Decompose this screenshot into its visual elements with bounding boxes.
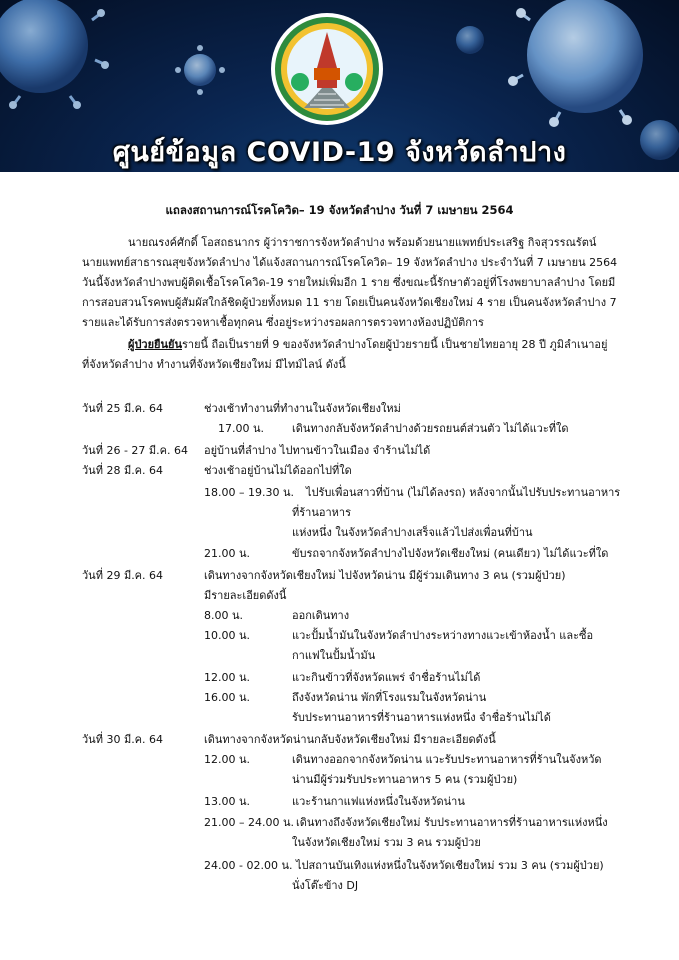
paragraph-line: รายและได้รับการส่งตรวจหาเชื้อทุกคน ซึ่งอยู่ระหว่างรอผลการตรวจทางห้องปฏิบัติการ [82, 316, 484, 329]
confirmed-patient-label: ผู้ป่วยยืนยัน [128, 338, 182, 351]
timeline-desc: แวะร้านกาแฟแห่งหนึ่งในจังหวัดน่าน [292, 795, 465, 808]
timeline-time: 12.00 น. [204, 753, 251, 766]
header-banner [0, 0, 679, 172]
timeline-desc: รับประทานอาหารที่ร้านอาหารแห่งหนึ่ง จำชื่อร้านไม่ได้ [292, 711, 551, 724]
paragraph-text: รายนี้ ถือเป็นรายที่ 9 ของจังหวัดลำปางโดยผู้ป่วยรายนี้ เป็นชายไทยอายุ 28 ปี ภูมิลำเนาอยู่ [181, 338, 608, 351]
announcement-document [0, 172, 679, 960]
timeline-desc: ช่วงเช้าอยู่บ้านไม่ได้ออกไปที่ใด [204, 464, 352, 477]
timeline-desc: ในจังหวัดเชียงใหม่ รวม 3 คน รวมผู้ป่วย [292, 836, 481, 849]
timeline-time: 10.00 น. [204, 629, 251, 642]
timeline-desc: ที่ร้านอาหาร [292, 506, 351, 519]
timeline-desc: กาแฟในปั้มน้ำมัน [292, 649, 376, 662]
document-heading: แถลงสถานการณ์โรคโควิด– 19 จังหวัดลำปาง วันที่ 7 เมษายน 2564 [165, 203, 514, 217]
timeline-desc: เดินทางจากจังหวัดน่านกลับจังหวัดเชียงใหม่ มีรายละเอียดดังนี้ [204, 733, 496, 746]
timeline-desc: เดินทางจากจังหวัดเชียงใหม่ ไปจังหวัดน่าน มีผู้ร่วมเดินทาง 3 คน (รวมผู้ป่วย) [204, 569, 566, 582]
timeline-date: วันที่ 28 มี.ค. 64 [82, 464, 164, 477]
timeline-date: วันที่ 29 มี.ค. 64 [82, 569, 164, 582]
timeline-desc: อยู่บ้านที่ลำปาง ไปทานข้าวในเมือง จำร้านไม่ได้ [204, 444, 431, 457]
timeline-desc: นั่งโต๊ะข้าง DJ [292, 879, 359, 892]
timeline-desc: เดินทางกลับจังหวัดลำปางด้วยรถยนต์ส่วนตัว ไม่ได้แวะที่ใด [292, 422, 569, 435]
timeline-time: 18.00 – 19.30 น. [204, 486, 294, 499]
timeline-desc: แวะกินข้าวที่จังหวัดแพร่ จำชื่อร้านไม่ได้ [292, 671, 481, 684]
timeline-desc: เดินทางถึงจังหวัดเชียงใหม่ รับประทานอาหารที่ร้านอาหารแห่งหนึ่ง [296, 816, 608, 829]
timeline-desc: ออกเดินทาง [292, 609, 350, 622]
timeline-time: 21.00 – 24.00 น. [204, 816, 294, 829]
timeline-time: 24.00 - 02.00 น. [204, 859, 293, 872]
lampang-province-seal-icon [270, 12, 384, 126]
timeline-time: 8.00 น. [204, 609, 244, 622]
timeline-desc: ถึงจังหวัดน่าน พักที่โรงแรมในจังหวัดน่าน [292, 691, 487, 704]
timeline-desc: แห่งหนึ่ง ในจังหวัดลำปางเสร็จแล้วไปส่งเพื่อนที่บ้าน [292, 526, 533, 539]
timeline-date: วันที่ 25 มี.ค. 64 [82, 402, 164, 415]
paragraph-line: วันนี้จังหวัดลำปางพบผู้ติดเชื้อโรคโควิด-19 รายใหม่เพิ่มอีก 1 ราย ซึ่งขณะนี้รักษาตัวอยู่ที่โรงพยาบาลลำปาง โดยมี [82, 276, 616, 289]
timeline-desc: มีรายละเอียดดังนี้ [204, 589, 287, 602]
timeline-desc: เดินทางออกจากจังหวัดน่าน แวะรับประทานอาหารที่ร้านในจังหวัด [292, 753, 602, 766]
timeline-desc: แวะปั้มน้ำมันในจังหวัดลำปางระหว่างทางแวะเข้าห้องน้ำ และซื้อ [292, 629, 594, 642]
paragraph-line: ที่จังหวัดลำปาง ทำงานที่จังหวัดเชียงใหม่ มีไทม์ไลน์ ดังนี้ [82, 358, 346, 371]
timeline-time: 12.00 น. [204, 671, 251, 684]
timeline-date: วันที่ 26 - 27 มี.ค. 64 [82, 444, 188, 457]
banner-title: ศูนย์ข้อมูล COVID-19 จังหวัดลำปาง [112, 137, 567, 168]
paragraph-line: การสอบสวนโรคพบผู้สัมผัสใกล้ชิดผู้ป่วยทั้งหมด 11 ราย โดยเป็นคนจังหวัดเชียงใหม่ 4 ราย เป็นคนจังหวัดลำปาง 7 [82, 296, 617, 309]
timeline-desc: ไปรับเพื่อนสาวที่บ้าน (ไม่ได้ลงรถ) หลังจากนั้นไปรับประทานอาหาร [306, 486, 621, 499]
paragraph-line: นายแพทย์สาธารณสุขจังหวัดลำปาง ได้แจ้งสถานการณ์โรคโควิด– 19 จังหวัดลำปาง ประจำวันที่ 7 เมษายน 2564 [82, 256, 618, 269]
timeline-desc: น่านมีผู้ร่วมรับประทานอาหาร 5 คน (รวมผู้ป่วย) [292, 773, 518, 786]
timeline-time: 17.00 น. [218, 422, 265, 435]
timeline-time: 13.00 น. [204, 795, 251, 808]
timeline-date: วันที่ 30 มี.ค. 64 [82, 733, 164, 746]
paragraph-line: นายณรงค์ศักดิ์ โอสถธนากร ผู้ว่าราชการจังหวัดลำปาง พร้อมด้วยนายแพทย์ประเสริฐ กิจสุวรรณรัตน์ [128, 236, 597, 249]
timeline-desc: ขับรถจากจังหวัดลำปางไปจังหวัดเชียงใหม่ (คนเดียว) ไม่ได้แวะที่ใด [292, 547, 609, 560]
timeline-time: 21.00 น. [204, 547, 251, 560]
timeline-desc: ช่วงเช้าทำงานที่ทำงานในจังหวัดเชียงใหม่ [204, 402, 401, 415]
timeline-time: 16.00 น. [204, 691, 251, 704]
timeline-desc: ไปสถานบันเทิงแห่งหนึ่งในจังหวัดเชียงใหม่ รวม 3 คน (รวมผู้ป่วย) [296, 859, 604, 872]
paragraph-line [128, 337, 607, 353]
